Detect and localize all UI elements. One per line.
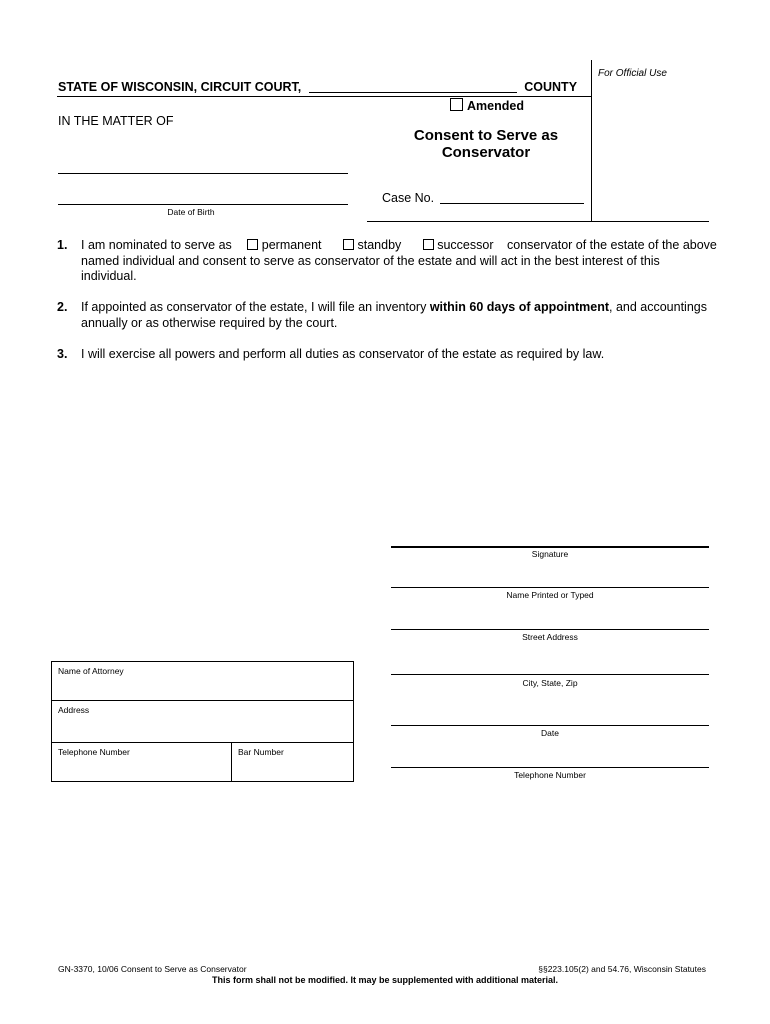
- signature-label: Signature: [531, 549, 569, 559]
- official-use-label: For Official Use: [598, 68, 667, 79]
- item-1: [57, 238, 717, 285]
- amended-label: Amended: [467, 99, 524, 113]
- permanent-label: permanent: [261, 238, 322, 252]
- standby-checkbox[interactable]: [343, 239, 354, 250]
- county-name-field[interactable]: [309, 80, 517, 93]
- attorney-name-label: Name of Attorney: [58, 666, 124, 676]
- matter-name-line[interactable]: [58, 173, 348, 174]
- successor-label: successor: [437, 238, 494, 252]
- city-line[interactable]: [391, 674, 709, 675]
- item-3-text: I will exercise all powers and perform all duties as conservator of the estate as required by law.: [81, 347, 605, 361]
- attorney-bar-box[interactable]: [231, 742, 354, 782]
- footer-form-id: GN-3370, 10/06 Consent to Serve as Conservator: [58, 964, 247, 974]
- amended-option[interactable]: [450, 98, 524, 113]
- item-1-rest: above named individual and consent to serve as conservator of the estate and will act in the best interest of this individual.: [81, 238, 717, 283]
- name-line[interactable]: [391, 587, 709, 588]
- amended-checkbox[interactable]: [450, 98, 463, 111]
- attorney-address-label: Address: [58, 705, 90, 715]
- item-2-post: , and accountings annually or as otherwise required by the court.: [81, 300, 707, 330]
- signature-line[interactable]: [391, 546, 709, 548]
- item-1-tail: conservator of the estate of the: [507, 238, 680, 252]
- date-label: Date: [541, 728, 559, 738]
- item-2-number: 2.: [57, 300, 68, 314]
- name-label: Name Printed or Typed: [506, 590, 594, 600]
- attorney-phone-label: Telephone Number: [58, 747, 130, 757]
- item-1-text: [81, 238, 717, 285]
- title-line-2: Conservator: [441, 144, 531, 161]
- item-2-text: [81, 300, 717, 331]
- item-1-lead: I am nominated to serve as: [81, 238, 232, 252]
- attorney-bar-label: Bar Number: [238, 747, 284, 757]
- item-2-pre: If appointed as conservator of the estate, I will file an inventory: [81, 300, 430, 314]
- dob-label: Date of Birth: [167, 207, 215, 217]
- form-title: [386, 127, 586, 161]
- case-number: [382, 191, 584, 205]
- case-number-field[interactable]: [440, 191, 584, 204]
- header-rule: [57, 96, 591, 97]
- title-line-1: Consent to Serve as: [413, 127, 559, 144]
- footer-notice: This form shall not be modified. It may be supplemented with additional material.: [211, 975, 559, 985]
- standby-label: standby: [357, 238, 402, 252]
- city-label: City, State, Zip: [522, 678, 578, 688]
- footer-statutes: §§223.105(2) and 54.76, Wisconsin Statutes: [538, 964, 706, 974]
- item-3: [57, 347, 717, 363]
- attorney-name-box[interactable]: [51, 661, 354, 701]
- item-3-number: 3.: [57, 347, 68, 361]
- official-use-box: [591, 60, 710, 222]
- item-2-bold: within 60 days of appointment: [429, 300, 609, 314]
- date-line[interactable]: [391, 725, 709, 726]
- street-line[interactable]: [391, 629, 709, 630]
- successor-checkbox[interactable]: [423, 239, 434, 250]
- attorney-phone-box[interactable]: [51, 742, 232, 782]
- county-label: COUNTY: [524, 80, 578, 94]
- court-line: [58, 80, 577, 94]
- court-label: STATE OF WISCONSIN, CIRCUIT COURT,: [58, 80, 302, 94]
- attorney-address-box[interactable]: [51, 700, 354, 743]
- case-number-label: Case No.: [382, 191, 435, 205]
- item-1-number: 1.: [57, 238, 68, 252]
- street-label: Street Address: [522, 632, 578, 642]
- item-2: [57, 300, 717, 331]
- phone-line[interactable]: [391, 767, 709, 768]
- header-bottom-rule: [367, 221, 709, 222]
- dob-line[interactable]: [58, 204, 348, 205]
- permanent-checkbox[interactable]: [247, 239, 258, 250]
- phone-label: Telephone Number: [514, 770, 586, 780]
- in-matter-label: IN THE MATTER OF: [58, 114, 174, 128]
